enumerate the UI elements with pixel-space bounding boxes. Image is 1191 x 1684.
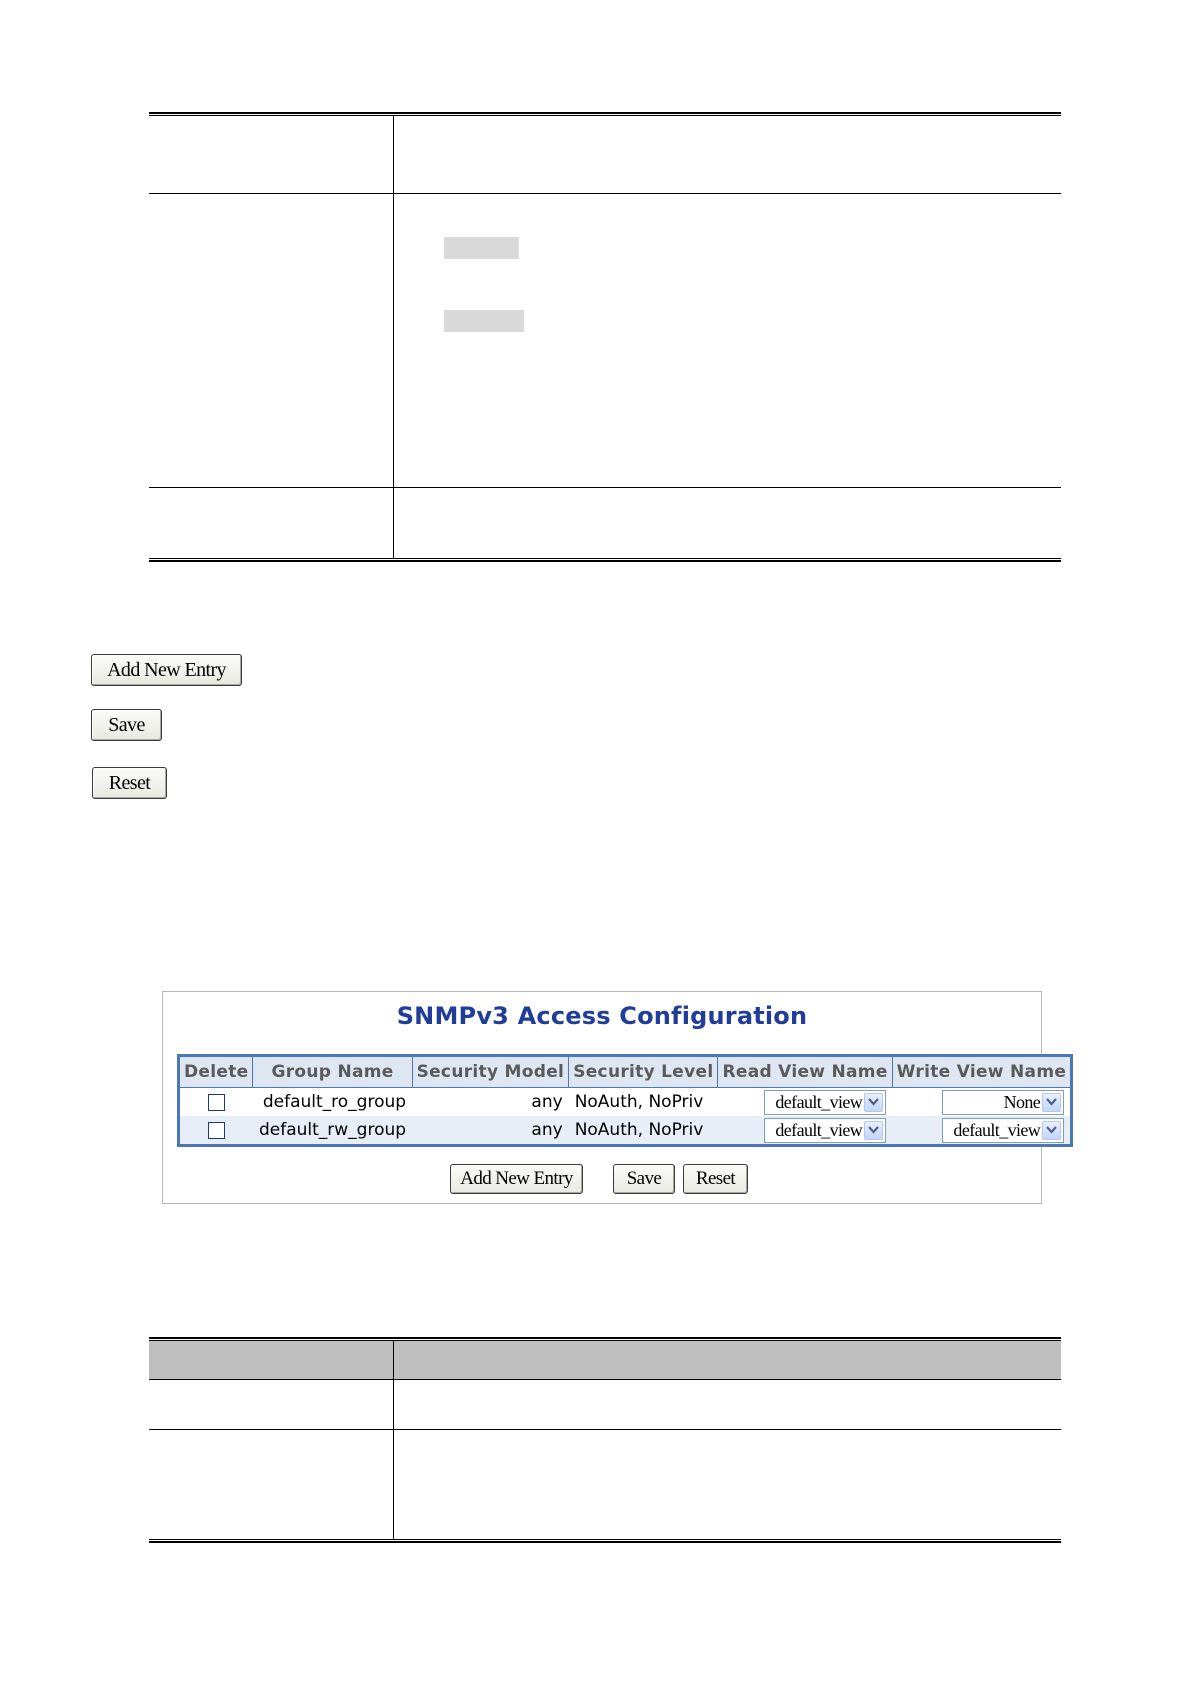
table-row — [179, 1116, 1072, 1146]
read-view-select[interactable] — [764, 1090, 886, 1115]
read-view-value: default_view — [775, 1119, 863, 1140]
panel-title: SNMPv3 Access Configuration — [396, 1002, 808, 1030]
access-config-table — [177, 1054, 1073, 1147]
column-header-security-level: Security Level — [569, 1056, 718, 1088]
table-row-divider — [149, 193, 1061, 194]
table-row-divider — [149, 1429, 1061, 1430]
write-view-select[interactable] — [942, 1090, 1064, 1115]
group-name-cell: default_ro_group — [253, 1088, 412, 1117]
write-view-select[interactable] — [942, 1118, 1064, 1143]
table-bottom-rule — [149, 558, 1061, 562]
delete-checkbox[interactable] — [208, 1122, 225, 1139]
table-column-divider — [393, 116, 394, 558]
delete-cell — [179, 1116, 253, 1146]
add-new-entry-button[interactable]: Add New Entry — [91, 654, 242, 686]
chevron-down-icon[interactable] — [1042, 1121, 1061, 1140]
panel-add-new-entry-button[interactable]: Add New Entry — [450, 1164, 583, 1194]
table-top-rule — [149, 112, 1061, 116]
read-view-cell — [718, 1088, 892, 1117]
description-table-top — [149, 112, 1061, 562]
table-header-band — [149, 1341, 1061, 1380]
column-header-delete: Delete — [179, 1056, 253, 1088]
column-header-write-view-name: Write View Name — [892, 1056, 1072, 1088]
table-column-divider — [393, 1341, 394, 1539]
table-row-divider — [149, 487, 1061, 488]
panel-save-button[interactable]: Save — [613, 1164, 675, 1194]
reset-button[interactable]: Reset — [92, 767, 167, 799]
table-bottom-rule — [149, 1539, 1061, 1543]
description-table-bottom — [149, 1337, 1061, 1543]
chevron-down-icon[interactable] — [1042, 1093, 1061, 1112]
column-header-group-name: Group Name — [253, 1056, 412, 1088]
security-level-cell: NoAuth, NoPriv — [569, 1088, 718, 1117]
security-level-cell: NoAuth, NoPriv — [569, 1116, 718, 1146]
delete-checkbox[interactable] — [208, 1094, 225, 1111]
highlight-chip — [444, 237, 519, 259]
highlight-chip — [444, 310, 524, 332]
chevron-down-icon[interactable] — [864, 1093, 883, 1112]
save-button[interactable]: Save — [91, 709, 162, 741]
delete-cell — [179, 1088, 253, 1117]
group-name-cell: default_rw_group — [253, 1116, 412, 1146]
read-view-value: default_view — [775, 1091, 863, 1112]
write-view-cell — [892, 1116, 1072, 1146]
write-view-value: default_view — [953, 1119, 1041, 1140]
security-model-cell: any — [412, 1116, 569, 1146]
column-header-read-view-name: Read View Name — [718, 1056, 892, 1088]
chevron-down-icon[interactable] — [864, 1121, 883, 1140]
security-model-cell: any — [412, 1088, 569, 1117]
write-view-value: None — [1003, 1091, 1041, 1112]
table-header-row — [179, 1056, 1072, 1088]
read-view-select[interactable] — [764, 1118, 886, 1143]
write-view-cell — [892, 1088, 1072, 1117]
read-view-cell — [718, 1116, 892, 1146]
snmpv3-access-panel — [162, 991, 1067, 1204]
table-row — [179, 1088, 1072, 1117]
panel-reset-button[interactable]: Reset — [683, 1164, 748, 1194]
column-header-security-model: Security Model — [412, 1056, 569, 1088]
